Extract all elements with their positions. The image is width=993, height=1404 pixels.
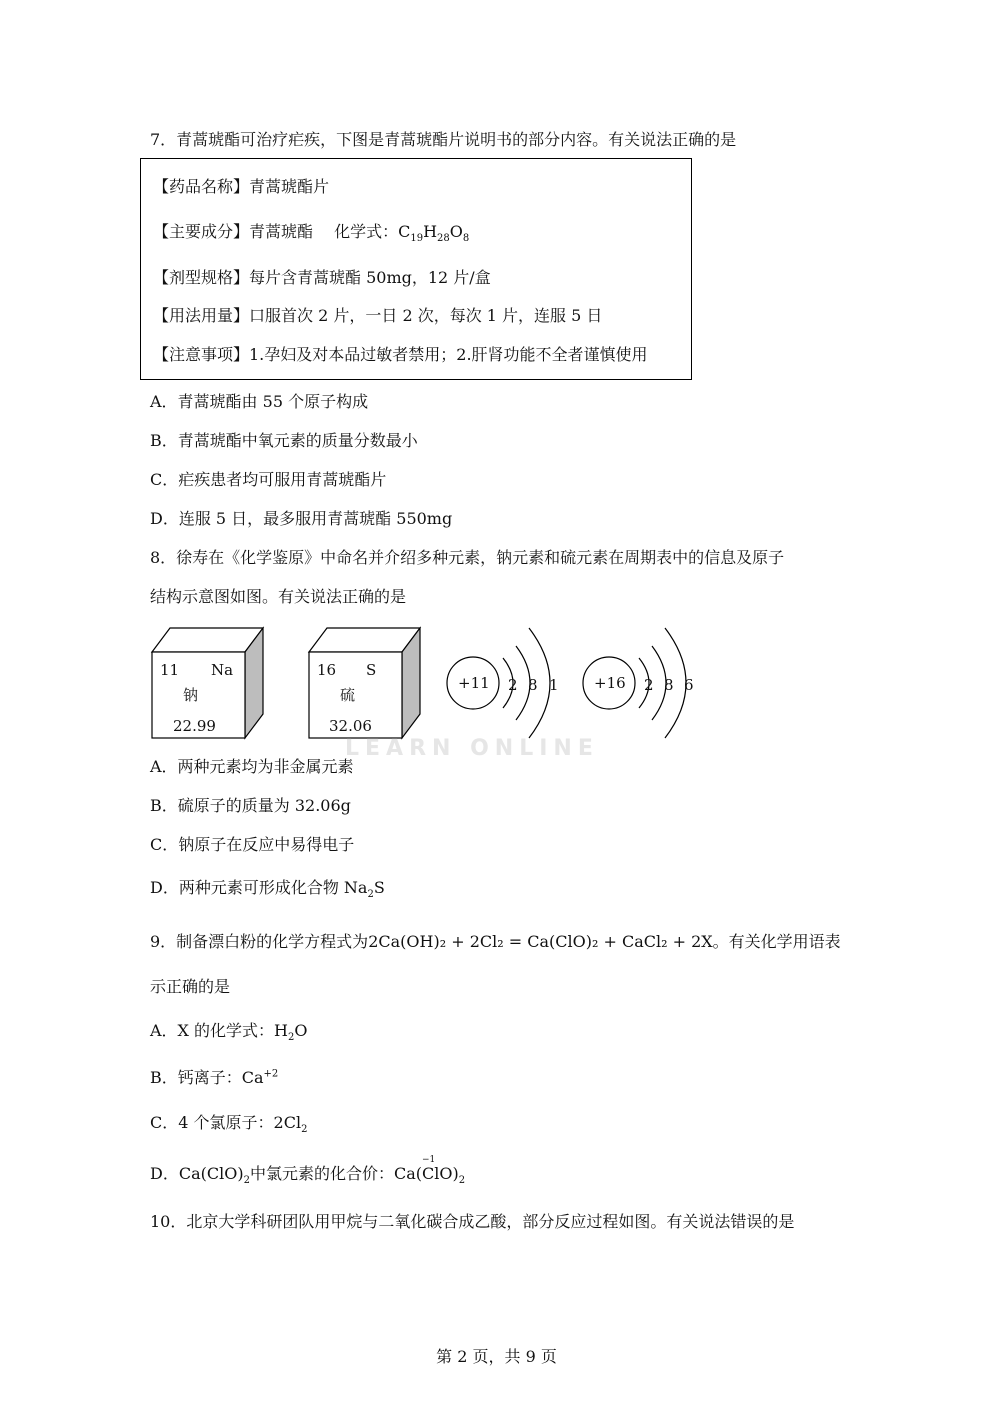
sodium-atomic-mass: 22.99 [173, 717, 216, 735]
page-number: 第 2 页，共 9 页 [436, 1347, 557, 1366]
drug-spec-row: 【剂型规格】每片含青蒿琥酯 50mg，12 片/盒 [153, 268, 491, 287]
sodium-atomic-number: 11 [160, 661, 180, 679]
q8-option-a: A．两种元素均为非金属元素 [150, 757, 354, 776]
q9-option-d: D．$Ca(ClO)_2$中氯元素的化合价：Ca( −1 $ClO)_2$ [150, 1164, 465, 1184]
sodium-sulfide-formula: $Na_2S$ [343, 878, 385, 901]
q9-option-b: B．钙离子：$Ca^{+2}$ [150, 1068, 279, 1087]
sodium-atom-diagram [447, 628, 559, 738]
sulfur-name: 硫 [340, 686, 356, 704]
q8-stem-line2: 结构示意图如图。有关说法正确的是 [150, 587, 407, 606]
q8-option-c: C．钠原子在反应中易得电子 [150, 835, 355, 854]
sodium-nucleus-charge: +11 [458, 674, 490, 692]
sulfur-shell-2: 8 [664, 676, 674, 694]
sulfur-atomic-number: 16 [317, 661, 337, 679]
calcium-ion: $Ca^{+2}$ [241, 1068, 279, 1087]
chlorine-valence: −1 [422, 1155, 436, 1165]
sulfur-element-cell [309, 628, 420, 738]
drug-name-row: 【药品名称】青蒿琥酯片 [153, 177, 330, 196]
watermark: LEARN ONLINE [345, 736, 599, 761]
q7-option-b: B．青蒿琥酯中氧元素的质量分数最小 [150, 431, 418, 450]
q7-option-c: C．疟疾患者均可服用青蒿琥酯片 [150, 470, 387, 489]
q9-stem-line1: 9．制备漂白粉的化学方程式为2Ca(OH)₂ + 2Cl₂ = Ca(ClO)₂ + CaCl₂ + 2X。有关化学用语表 [150, 932, 841, 951]
calcium-hypochlorite-formula: $Ca(ClO)_2$ [178, 1164, 250, 1187]
valence-notation: Ca( −1 $ClO)_2$ [394, 1164, 465, 1183]
q8-option-b: B．硫原子的质量为 32.06g [150, 796, 351, 815]
sulfur-nucleus-charge: +16 [594, 674, 626, 692]
sodium-symbol: Na [211, 661, 234, 679]
sulfur-shell-3: 6 [684, 676, 694, 694]
sodium-name: 钠 [183, 686, 199, 704]
q8-option-d: D．两种元素可形成化合物 $Na_2S$ [150, 878, 385, 901]
sulfur-shell-1: 2 [644, 676, 654, 694]
drug-caution-row: 【注意事项】1.孕妇及对本品过敏者禁用；2.肝肾功能不全者谨慎使用 [153, 345, 648, 364]
sulfur-symbol: S [366, 661, 377, 679]
q7-option-a: A．青蒿琥酯由 55 个原子构成 [150, 392, 369, 411]
chlorine-formula: $2Cl_2$ [273, 1113, 308, 1136]
sulfur-atomic-mass: 32.06 [329, 717, 372, 735]
sodium-shell-3: 1 [549, 676, 559, 694]
sodium-shell-1: 2 [508, 676, 518, 694]
bleach-equation: 2Ca(OH)₂ + 2Cl₂ = Ca(ClO)₂ + CaCl₂ + 2X [368, 932, 713, 951]
q9-option-c: C．4 个氯原子：$2Cl_2$ [150, 1113, 308, 1136]
q9-option-a: A．X 的化学式：$H_2O$ [150, 1021, 308, 1044]
q7-option-d: D．连服 5 日，最多服用青蒿琥酯 550mg [150, 509, 453, 528]
water-formula: $H_2O$ [274, 1021, 308, 1044]
drug-dosage-row: 【用法用量】口服首次 2 片，一日 2 次，每次 1 片，连服 5 日 [153, 306, 603, 325]
ingredient-label: 【主要成分】青蒿琥酯 化学式： [153, 222, 399, 241]
sulfur-atom-diagram [583, 628, 694, 738]
chemical-formula: $C_{19}H_{28}O_8$ [398, 222, 470, 245]
q10-stem: 10．北京大学科研团队用甲烷与二氧化碳合成乙酸，部分反应过程如图。有关说法错误的是 [150, 1212, 795, 1231]
q8-stem-line1: 8．徐寿在《化学鉴原》中命名并介绍多种元素，钠元素和硫元素在周期表中的信息及原子 [150, 548, 785, 567]
q9-stem-line2: 示正确的是 [150, 977, 231, 996]
sodium-shell-2: 8 [528, 676, 538, 694]
sodium-element-cell [152, 628, 263, 738]
q7-stem: 7．青蒿琥酯可治疗疟疾，下图是青蒿琥酯片说明书的部分内容。有关说法正确的是 [150, 130, 737, 149]
